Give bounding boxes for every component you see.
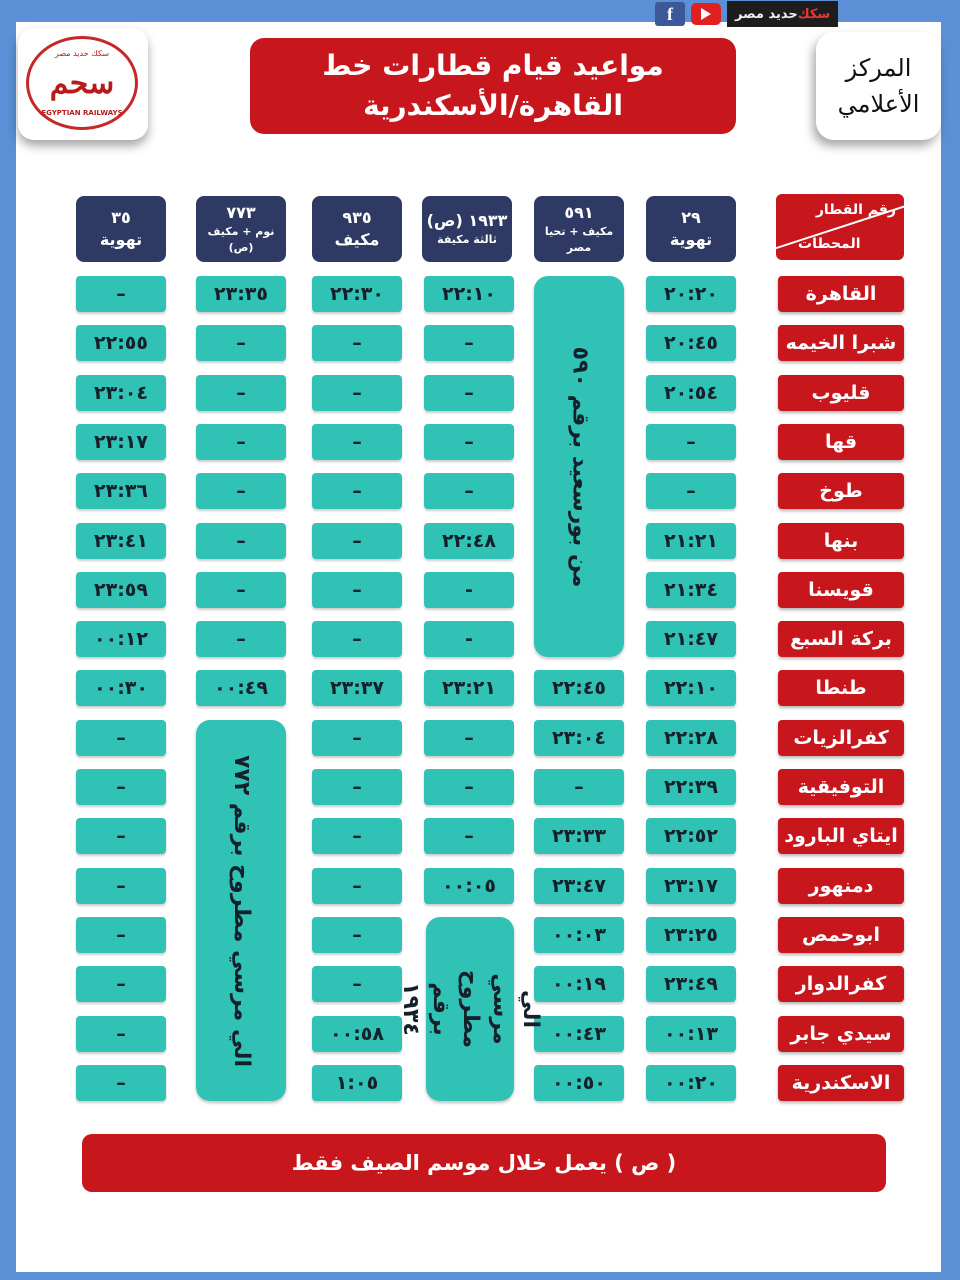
time-cell: ٢٣:٢٥: [646, 917, 736, 953]
time-cell: ٢٣:٠٤: [534, 720, 624, 756]
time-cell: –: [76, 868, 166, 904]
train-header-t1933: [422, 196, 512, 262]
time-cell: –: [312, 424, 402, 460]
time-cell: –: [312, 523, 402, 559]
logo-top-text: سكك حديد مصر: [54, 49, 110, 58]
station-label: دمنهور: [778, 868, 904, 904]
time-cell: –: [312, 868, 402, 904]
route-note-t591: [534, 276, 624, 657]
time-cell: –: [424, 375, 514, 411]
media-center-line-1: المركز: [845, 54, 912, 82]
time-cell: ٢٣:٢١: [424, 670, 514, 706]
time-cell: ٢٢:٣٠: [312, 276, 402, 312]
time-cell: –: [76, 276, 166, 312]
station-label: التوفيقية: [778, 769, 904, 805]
train-number-label: رقم القطار: [815, 202, 896, 218]
time-cell: –: [196, 621, 286, 657]
time-cell: ٠٠:٢٠: [646, 1065, 736, 1101]
train-class: تهوية: [99, 230, 143, 249]
time-cell: –: [424, 818, 514, 854]
station-label: الاسكندرية: [778, 1065, 904, 1101]
time-cell: -: [424, 572, 514, 608]
train-seasonal-flag: (ص): [228, 241, 254, 254]
time-cell: –: [76, 917, 166, 953]
time-cell: –: [76, 1065, 166, 1101]
time-cell: –: [76, 1016, 166, 1052]
time-cell: ٢٢:٣٩: [646, 769, 736, 805]
time-cell: ٢٢:٢٨: [646, 720, 736, 756]
time-cell: ٢٢:٤٥: [534, 670, 624, 706]
train-header-t29: [646, 196, 736, 262]
time-cell: ٠٠:٠٥: [424, 868, 514, 904]
time-cell: ٢٢:٤٨: [424, 523, 514, 559]
time-cell: ٢٢:٥٥: [76, 325, 166, 361]
time-cell: ٢١:٤٧: [646, 621, 736, 657]
logo-bottom-text: EGYPTIAN RAILWAYS: [41, 109, 123, 117]
media-center-line-2: الأعلامي: [837, 90, 920, 118]
train-number: ١٩٣٣ (ص): [426, 211, 508, 230]
station-label: شبرا الخيمه: [778, 325, 904, 361]
time-cell: ٢٣:٥٩: [76, 572, 166, 608]
time-cell: ٢٣:٣٧: [312, 670, 402, 706]
title-line-2: القاهرة/الأسكندرية: [363, 89, 623, 122]
time-cell: –: [312, 917, 402, 953]
time-cell: ٢١:٣٤: [646, 572, 736, 608]
train-number: ٢٩: [681, 208, 701, 227]
title-line-1: مواعيد قيام قطارات خط: [322, 49, 664, 82]
route-note-text: الي مرسي مطروح برقم ٧٧٢: [229, 754, 255, 1067]
train-header-t35: [76, 196, 166, 262]
route-note-text: من بورسعيد برقم ٥٩٠: [567, 346, 593, 587]
train-number: ٧٧٣: [226, 203, 256, 222]
time-cell: –: [424, 424, 514, 460]
station-column-header: [776, 194, 904, 260]
time-cell: ٢٣:٤١: [76, 523, 166, 559]
time-cell: –: [196, 325, 286, 361]
time-cell: ٠٠:٥٠: [534, 1065, 624, 1101]
time-cell: ٢٢:١٠: [646, 670, 736, 706]
train-class: مكيف: [334, 230, 380, 249]
train-class: تهوية: [669, 230, 713, 249]
time-cell: –: [196, 523, 286, 559]
brand-rest: حديد مصر: [735, 6, 798, 22]
station-label: سيدي جابر: [778, 1016, 904, 1052]
time-cell: ٢٠:٢٠: [646, 276, 736, 312]
time-cell: ٢١:٢١: [646, 523, 736, 559]
social-bar: [655, 0, 838, 28]
time-cell: –: [196, 473, 286, 509]
time-cell: ٠٠:١٢: [76, 621, 166, 657]
time-cell: -: [424, 621, 514, 657]
time-cell: –: [76, 818, 166, 854]
footer-note: ( ص ) يعمل خلال موسم الصيف فقط: [82, 1134, 886, 1192]
time-cell: –: [312, 572, 402, 608]
station-label: كفرالزيات: [778, 720, 904, 756]
time-cell: ٠٠:٤٩: [196, 670, 286, 706]
time-cell: –: [424, 325, 514, 361]
time-cell: –: [312, 818, 402, 854]
route-note-t773: [196, 720, 286, 1101]
train-header-t935: [312, 196, 402, 262]
time-cell: ٠٠:٠٣: [534, 917, 624, 953]
station-label: طوخ: [778, 473, 904, 509]
time-cell: ٠٠:٤٣: [534, 1016, 624, 1052]
station-label: ايتاي البارود: [778, 818, 904, 854]
station-label: القاهرة: [778, 276, 904, 312]
route-note-text: الي مرسي مطروح برقم ١٩٣٤: [398, 969, 543, 1049]
time-cell: ١:٠٥: [312, 1065, 402, 1101]
youtube-icon[interactable]: [691, 3, 721, 25]
time-cell: ٢٢:٥٢: [646, 818, 736, 854]
station-label: ابوحمص: [778, 917, 904, 953]
time-cell: –: [312, 473, 402, 509]
time-cell: ٢٣:٣٦: [76, 473, 166, 509]
time-cell: –: [196, 572, 286, 608]
time-cell: ٢٣:١٧: [646, 868, 736, 904]
time-cell: –: [534, 769, 624, 805]
time-cell: –: [312, 621, 402, 657]
logo-ring: [26, 36, 138, 130]
station-label: كفرالدوار: [778, 966, 904, 1002]
time-cell: ٢٠:٥٤: [646, 375, 736, 411]
train-class: مكيف + تحيا مصر: [544, 225, 614, 254]
train-number: ٩٣٥: [342, 208, 372, 227]
station-label: قها: [778, 424, 904, 460]
stations-label: المحطات: [798, 236, 861, 252]
train-header-t591: [534, 196, 624, 262]
time-cell: –: [76, 769, 166, 805]
time-cell: ٠٠:١٩: [534, 966, 624, 1002]
time-cell: –: [196, 424, 286, 460]
brand-highlight: سكك: [797, 6, 831, 22]
time-cell: ٠٠:١٣: [646, 1016, 736, 1052]
brand-label: [727, 1, 838, 27]
time-cell: –: [76, 720, 166, 756]
time-cell: –: [312, 325, 402, 361]
time-cell: ٠٠:٥٨: [312, 1016, 402, 1052]
time-cell: ٢٣:٣٥: [196, 276, 286, 312]
train-class: نوم + مكيف: [207, 225, 275, 238]
time-cell: ٢٣:٣٣: [534, 818, 624, 854]
time-cell: –: [312, 375, 402, 411]
egyptian-railways-logo: [18, 28, 148, 140]
time-cell: –: [424, 769, 514, 805]
time-cell: ٠٠:٣٠: [76, 670, 166, 706]
time-cell: ٢٠:٤٥: [646, 325, 736, 361]
train-class: ثالثة مكيفة: [437, 233, 497, 246]
time-cell: –: [196, 375, 286, 411]
station-label: طنطا: [778, 670, 904, 706]
time-cell: –: [312, 769, 402, 805]
time-cell: ٢٣:٤٧: [534, 868, 624, 904]
time-cell: ٢٣:١٧: [76, 424, 166, 460]
station-label: قليوب: [778, 375, 904, 411]
station-label: قويسنا: [778, 572, 904, 608]
time-cell: ٢٣:٠٤: [76, 375, 166, 411]
route-note-t1933: [398, 917, 543, 1101]
time-cell: –: [312, 966, 402, 1002]
time-cell: ٢٣:٤٩: [646, 966, 736, 1002]
station-label: بركة السبع: [778, 621, 904, 657]
time-cell: –: [424, 720, 514, 756]
time-cell: –: [424, 473, 514, 509]
page-title: [250, 38, 736, 134]
train-header-t773: [196, 196, 286, 262]
time-cell: ٢٢:١٠: [424, 276, 514, 312]
time-cell: –: [76, 966, 166, 1002]
time-cell: –: [646, 424, 736, 460]
station-label: بنها: [778, 523, 904, 559]
logo-mark: سحم: [49, 65, 115, 101]
time-cell: –: [646, 473, 736, 509]
train-number: ٥٩١: [564, 203, 594, 222]
time-cell: –: [312, 720, 402, 756]
facebook-icon[interactable]: f: [655, 2, 685, 26]
media-center-badge: [816, 32, 941, 140]
train-number: ٣٥: [111, 208, 131, 227]
